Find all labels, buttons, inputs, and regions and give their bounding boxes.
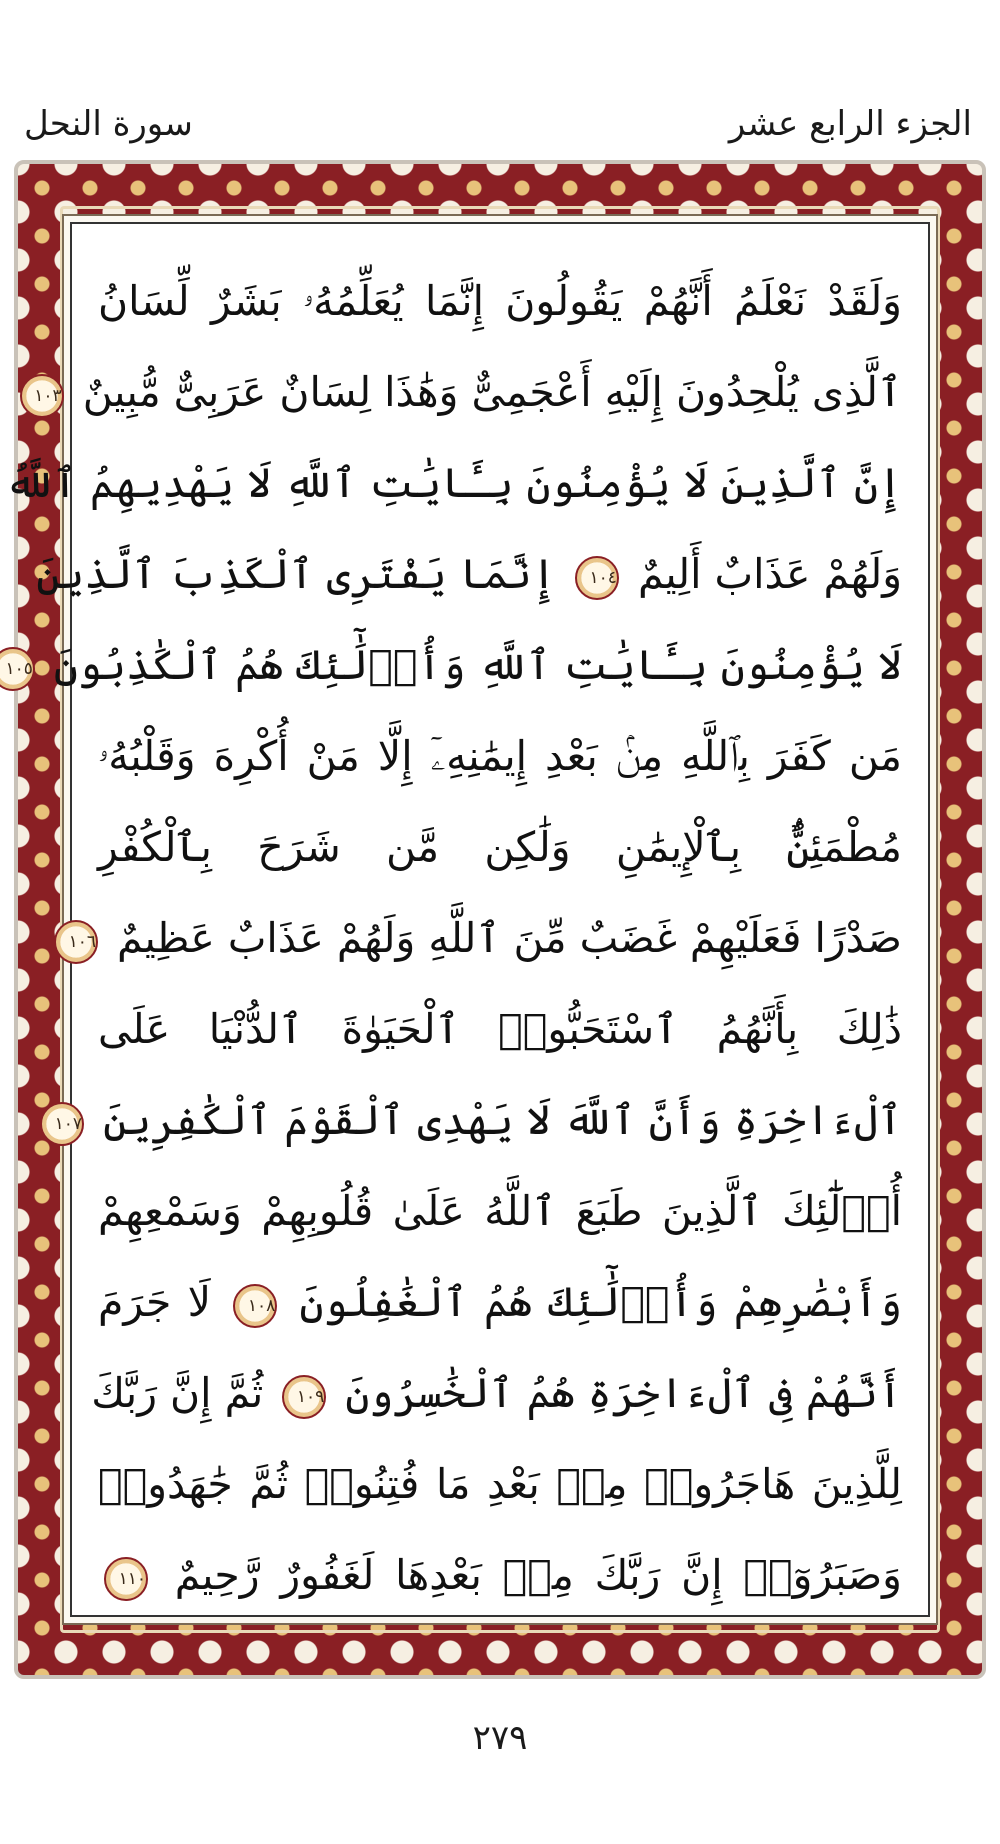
line-text: مَن كَفَرَ بِٱللَّهِ مِنۢ بَعْدِ إِيمَٰنِهِۦٓ إِلَّا مَنْ أُكْرِهَ وَقَلْبُهُۥ [98, 732, 902, 780]
page-header [0, 0, 1000, 160]
text-line-3 [4, 438, 902, 529]
line-text: لِلَّذِينَ هَاجَرُوا۟ مِنۢ بَعْدِ مَا فُتِنُوا۟ ثُمَّ جَٰهَدُوا۟ [98, 1460, 902, 1508]
text-line-15 [98, 1530, 902, 1621]
ayah-number-marker: ١٠٣ [20, 374, 64, 418]
ayah-number-marker: ١٠٤ [575, 556, 619, 600]
surah-title: سورة النحل [24, 104, 193, 144]
text-line-1 [98, 256, 902, 347]
page-number: ٢٧٩ [472, 1718, 528, 1758]
line-text: وَلَقَدْ نَعْلَمُ أَنَّهُمْ يَقُولُونَ إِنَّمَا يُعَلِّمُهُۥ بَشَرٌ لِّسَانُ [98, 277, 902, 325]
line-text: وَصَبَرُوٓا۟ إِنَّ رَبَّكَ مِنۢ بَعْدِهَا لَغَفُورٌ رَّحِيمٌ [174, 1551, 902, 1599]
juz-title: الجزء الرابع عشر [728, 104, 972, 144]
ayah-number-marker: ١٠٩ [282, 1375, 326, 1419]
line-text: وَلَهُمْ عَذَابٌ أَلِيمٌ [637, 550, 902, 598]
text-line-5 [5, 620, 902, 711]
text-line-8 [68, 893, 902, 984]
text-line-9 [98, 984, 902, 1075]
text-line-10 [54, 1075, 902, 1166]
line-text: لَا يُؤْمِنُونَ بِـَٔايَٰتِ ٱللَّهِ وَأُو۟لَٰٓئِكَ هُمُ ٱلْكَٰذِبُونَ [53, 641, 902, 689]
line-text: وَأَبْصَٰرِهِمْ وَأُو۟لَٰٓئِكَ هُمُ ٱلْغَٰفِلُونَ [299, 1278, 902, 1326]
line-text: أَنَّهُمْ فِى ٱلْءَاخِرَةِ هُمُ ٱلْخَٰسِرُونَ [345, 1369, 902, 1417]
ayah-number-marker: ١٠٦ [54, 920, 98, 964]
line-text: ٱلْءَاخِرَةِ وَأَنَّ ٱللَّهَ لَا يَهْدِى ٱلْقَوْمَ ٱلْكَٰفِرِينَ [103, 1096, 902, 1144]
text-line-2 [34, 347, 902, 438]
line-text-continued: ثُمَّ إِنَّ رَبَّكَ [91, 1369, 264, 1417]
text-line-11 [98, 1166, 902, 1257]
line-text-continued: لَا جَرَمَ [98, 1278, 211, 1326]
line-text: ذَٰلِكَ بِأَنَّهُمُ ٱسْتَحَبُّوا۟ ٱلْحَيَوٰةَ ٱلدُّنْيَا عَلَى [98, 1005, 902, 1053]
ayah-number-marker: ١٠٥ [0, 647, 35, 691]
text-line-13 [91, 1348, 902, 1439]
line-text: أُو۟لَٰٓئِكَ ٱلَّذِينَ طَبَعَ ٱللَّهُ عَلَىٰ قُلُوبِهِمْ وَسَمْعِهِمْ [98, 1187, 902, 1235]
line-text: صَدْرًا فَعَلَيْهِمْ غَضَبٌ مِّنَ ٱللَّهِ وَلَهُمْ عَذَابٌ عَظِيمٌ [117, 914, 902, 962]
quran-text [4, 222, 930, 1617]
line-text-continued: إِنَّمَا يَفْتَرِى ٱلْكَذِبَ ٱلَّذِينَ [36, 550, 556, 598]
ayah-number-marker: ١٠٧ [40, 1102, 84, 1146]
line-text: إِنَّ ٱلَّذِينَ لَا يُؤْمِنُونَ بِـَٔايَٰتِ ٱللَّهِ لَا يَهْدِيهِمُ ٱللَّهُ [4, 459, 902, 507]
ayah-number-marker: ١٠٨ [233, 1284, 277, 1328]
text-line-12 [98, 1257, 902, 1348]
text-line-6 [98, 711, 902, 802]
text-line-4 [36, 529, 902, 620]
line-text: ٱلَّذِى يُلْحِدُونَ إِلَيْهِ أَعْجَمِىٌّ وَهَٰذَا لِسَانٌ عَرَبِىٌّ مُّبِينٌ [82, 368, 902, 416]
line-text: مُطْمَئِنٌّۢ بِٱلْإِيمَٰنِ وَلَٰكِن مَّن شَرَحَ بِٱلْكُفْرِ [98, 823, 902, 871]
text-line-7 [98, 802, 902, 893]
text-line-14 [98, 1439, 902, 1530]
ayah-number-marker: ١١٠ [104, 1557, 148, 1601]
